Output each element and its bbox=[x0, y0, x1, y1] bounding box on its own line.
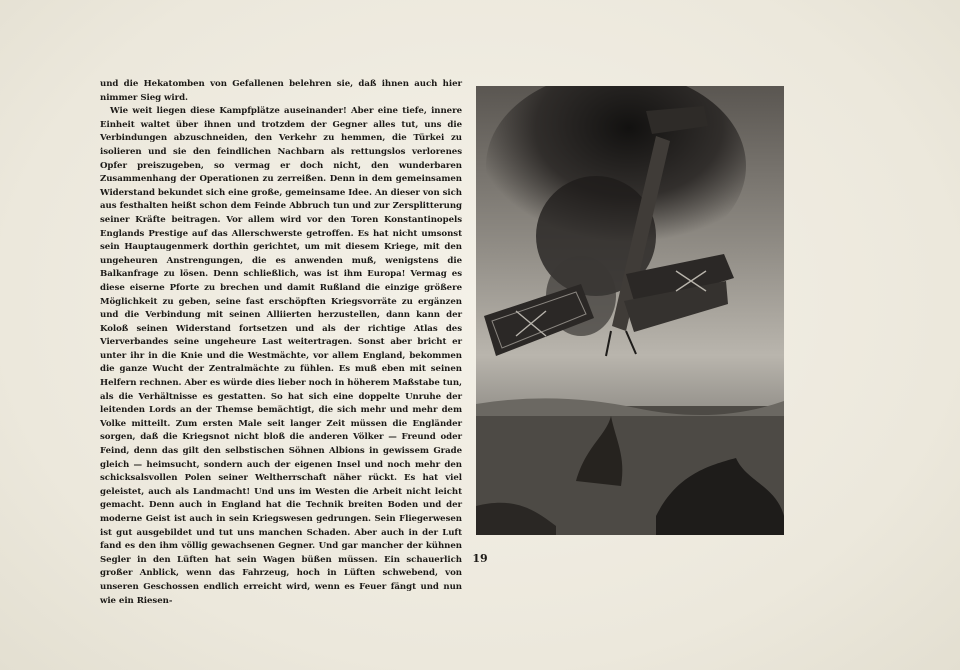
paragraph-1: und die Hekatomben von Gefallenen belehren sie, daß ihnen auch hier nimmer Sieg wird. bbox=[100, 79, 462, 103]
body-text-column bbox=[100, 78, 462, 608]
falling-biplane-illustration bbox=[476, 86, 784, 535]
paragraph-2: Wie weit liegen diese Kampfplätze auseinander! Aber eine tiefe, innere Einheit waltet über ihnen und trotzdem der Gegner alles tut, uns die Verbindungen abzuschneiden, den Verkehr zu hemmen, die Türkei zu isolieren und sie den feindlichen Nachbarn als rettungslos verlorenes Opfer preiszugeben, so vermag er doch nicht, den wunderbaren Zusammenhang der Operationen zu zerreißen. Denn in dem gemeinsamen Widerstand bekundet sich eine große, gemeinsame Idee. An dieser von sich aus festhalten heißt schon dem Feinde Abbruch tun und zur Zersplitterung seiner Kräfte beitragen. Vor allem wird vor den Toren Konstantinopels Englands Prestige auf das Allerschwerste getroffen. Es hat nicht umsonst sein Hauptaugenmerk dorthin gerichtet, um mit diesem Kriege, mit den ungeheuren Anstrengungen, die es anwenden muß, wenigstens die Balkanfrage zu lösen. Denn schließlich, was ist ihm Europa! Vermag es diese eiserne Pforte zu brechen und damit Rußland die einzige größere Möglichkeit zu geben, seine fast erschöpften Kriegsvorräte zu ergänzen und die Verbindung mit seinen Alliierten herzustellen, dann kann der Koloß seinen Widerstand fortsetzen und als der richtige Atlas des Vierverbandes seine ungeheure Last weitertragen. Sonst aber bricht er unter ihr in die Knie und die Westmächte, vor allem England, bekommen die ganze Wucht der Zentralmächte zu fühlen. Es muß eben mit seinen Helfern rechnen. Aber es würde dies lieber noch in höherem Maßstabe tun, als die Verhältnisse es gestatten. So hat sich eine doppelte Unruhe der leitenden Lords an der Themse bemächtigt, die sich mehr und mehr dem Volke mitteilt. Zum ersten Male seit langer Zeit müssen die Engländer sorgen, daß die Kriegsnot nicht bloß die anderen Völker — Freund oder Feind, denn das gilt den selbstischen Söhnen Albions in gewissem Grade gleich — heimsucht, sondern auch der eigenen Insel und noch mehr den schicksalsvollen Polen seiner Weltherrschaft näher rückt. Es hat viel geleistet, auch als Landmacht! Und uns im Westen die Arbeit nicht leicht gemacht. Denn auch in England hat die Technik breiten Boden und der moderne Geist ist auch in sein Kriegswesen gedrungen. Sein Fliegerwesen ist gut ausgebildet und tut uns manchen Schaden. Aber auch in der Luft fand es den ihm völlig gewachsenen Gegner. Und gar mancher der kühnen Segler in den Lüften hat sein Wagen büßen müssen. Ein schauerlich großer Anblick, wenn das Fahrzeug, hoch in Lüften schwebend, von unseren Geschossen endlich erreicht wird, wenn es Feuer fängt und nun wie ein Riesen- bbox=[100, 106, 462, 606]
page-number: 19 bbox=[472, 552, 488, 565]
